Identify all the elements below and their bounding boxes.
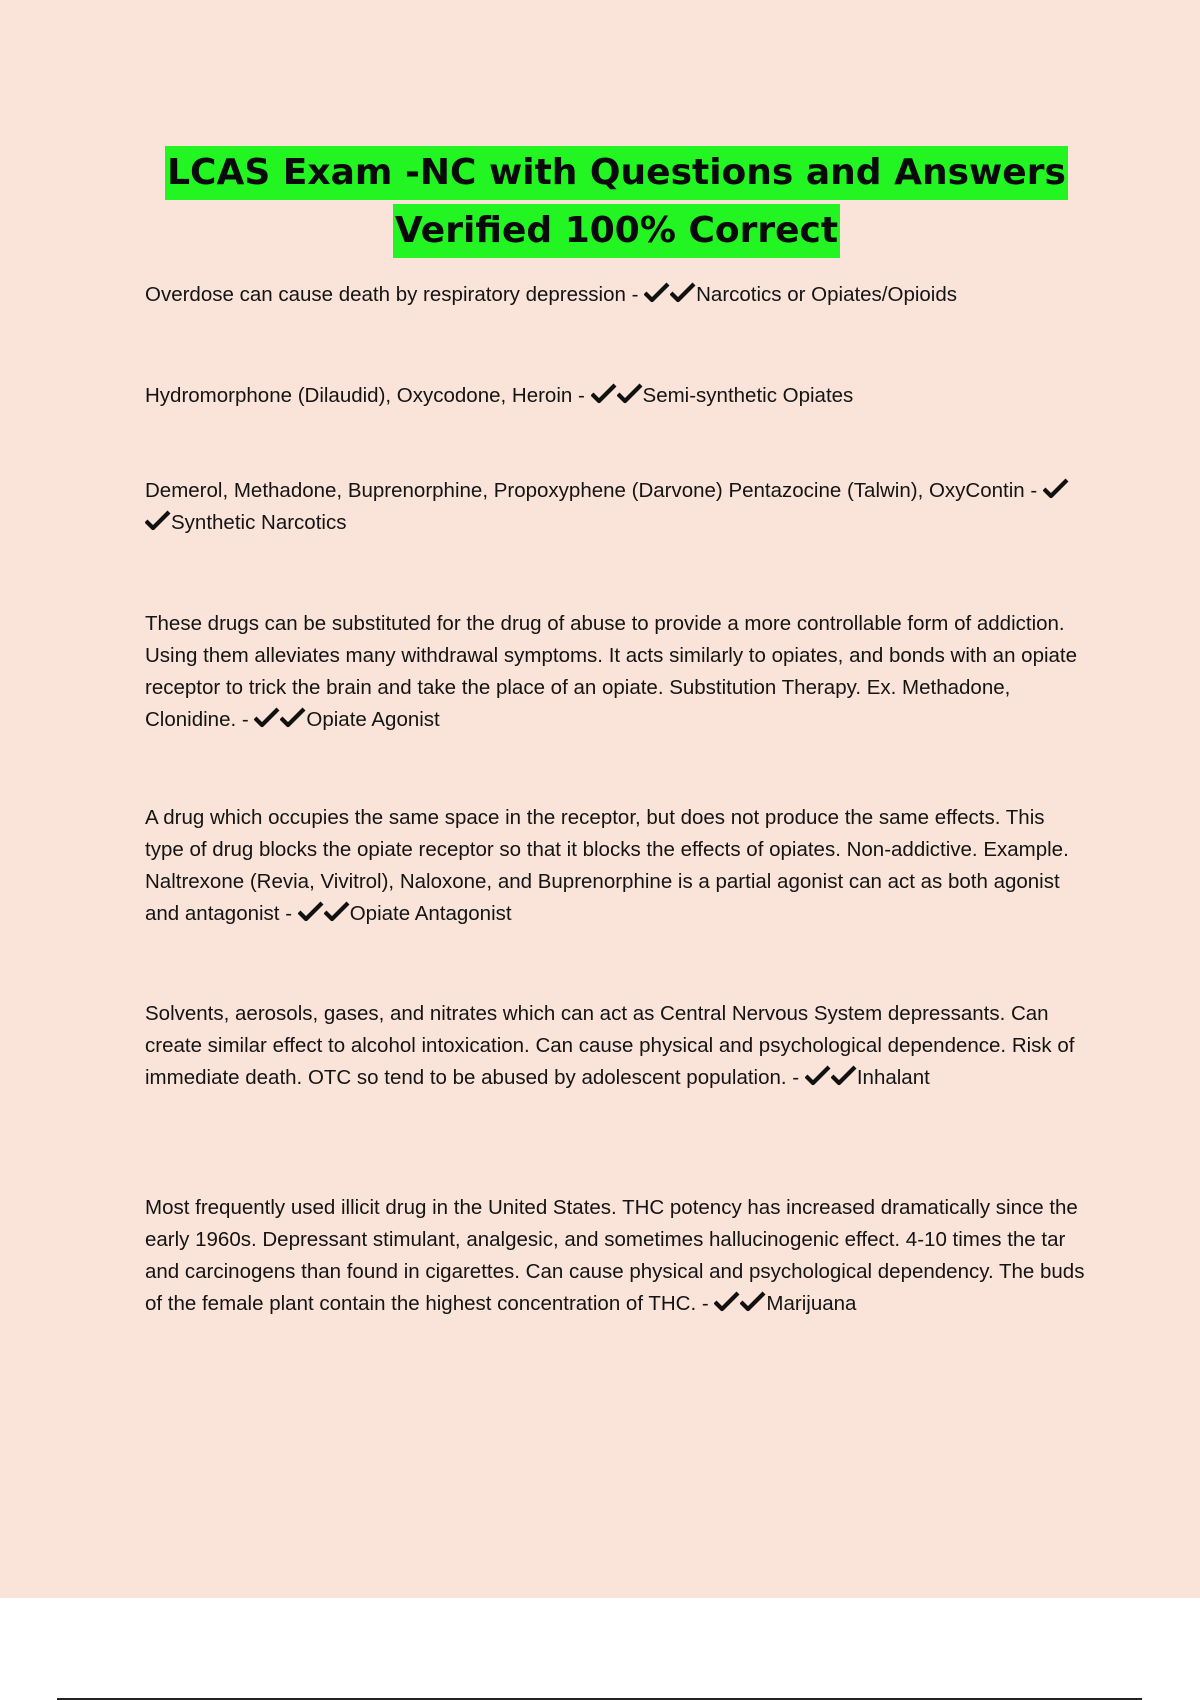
checkmark-icon (324, 901, 350, 923)
qa-item (145, 608, 1085, 736)
answer-text: Narcotics or Opiates/Opioids (696, 283, 958, 306)
answer-text: Opiate Agonist (306, 708, 440, 731)
question-text: Solvents, aerosols, gases, and nitrates which can act as Central Nervous System depressants. Can create similar effect to alcohol intoxication. Can cause physical and psychological dependence. Risk of immediate death. OTC so tend to be abused by adolescent population. - (145, 1002, 1075, 1089)
answer-text: Marijuana (766, 1292, 857, 1315)
checkmark-icon (831, 1065, 857, 1087)
checkmark-icon (280, 707, 306, 729)
qa-item (145, 279, 1085, 311)
document-title (0, 146, 1200, 262)
question-text: A drug which occupies the same space in the receptor, but does not produce the same effects. This type of drug blocks the opiate receptor so that it blocks the effects of opiates. Non-addictive. Example. Naltrexone (Revia, Vivitrol), Naloxone, and Buprenorphine is a partial agonist can act as both agonist and antagonist - (145, 806, 1069, 925)
question-text: Hydromorphone (Dilaudid), Oxycodone, Heroin - (145, 384, 585, 407)
title-line-2: Verified 100% Correct (393, 204, 840, 258)
qa-item (145, 998, 1085, 1094)
question-text: These drugs can be substituted for the drug of abuse to provide a more controllable form of addiction. Using them alleviates many withdrawal symptoms. It acts similarly to opiates, and bonds with an opiate receptor to trick the brain and take the place of an opiate. Substitution Therapy. Ex. Methadone, Clonidine. - (145, 612, 1078, 731)
checkmark-icon (714, 1291, 740, 1313)
checkmark-icon (740, 1291, 766, 1313)
question-text: Most frequently used illicit drug in the United States. THC potency has increased dramatically since the early 1960s. Depressant stimulant, analgesic, and sometimes hallucinogenic effect. 4-10 times the tar and carcinogens than found in cigarettes. Can cause physical and psychological dependency. The buds of the female plant contain the highest concentration of THC. - (145, 1196, 1085, 1315)
checkmark-icon (670, 282, 696, 304)
checkmark-icon (644, 282, 670, 304)
answer-text: Synthetic Narcotics (171, 511, 347, 534)
answer-text: Semi-synthetic Opiates (642, 384, 854, 407)
checkmark-icon (1043, 478, 1069, 500)
checkmark-icon (254, 707, 280, 729)
checkmark-icon (298, 901, 324, 923)
checkmark-icon (591, 383, 617, 405)
qa-item (145, 475, 1085, 539)
qa-item (145, 1192, 1085, 1320)
checkmark-icon (617, 383, 643, 405)
answer-text: Opiate Antagonist (349, 902, 512, 925)
qa-item (145, 380, 1085, 412)
qa-item (145, 802, 1085, 930)
answer-text: Inhalant (856, 1066, 930, 1089)
checkmark-icon (805, 1065, 831, 1087)
question-text: Overdose can cause death by respiratory depression - (145, 283, 639, 306)
checkmark-icon (145, 510, 171, 532)
title-line-1: LCAS Exam -NC with Questions and Answers (165, 146, 1068, 200)
question-text: Demerol, Methadone, Buprenorphine, Propoxyphene (Darvone) Pentazocine (Talwin), OxyContin - (145, 479, 1038, 502)
